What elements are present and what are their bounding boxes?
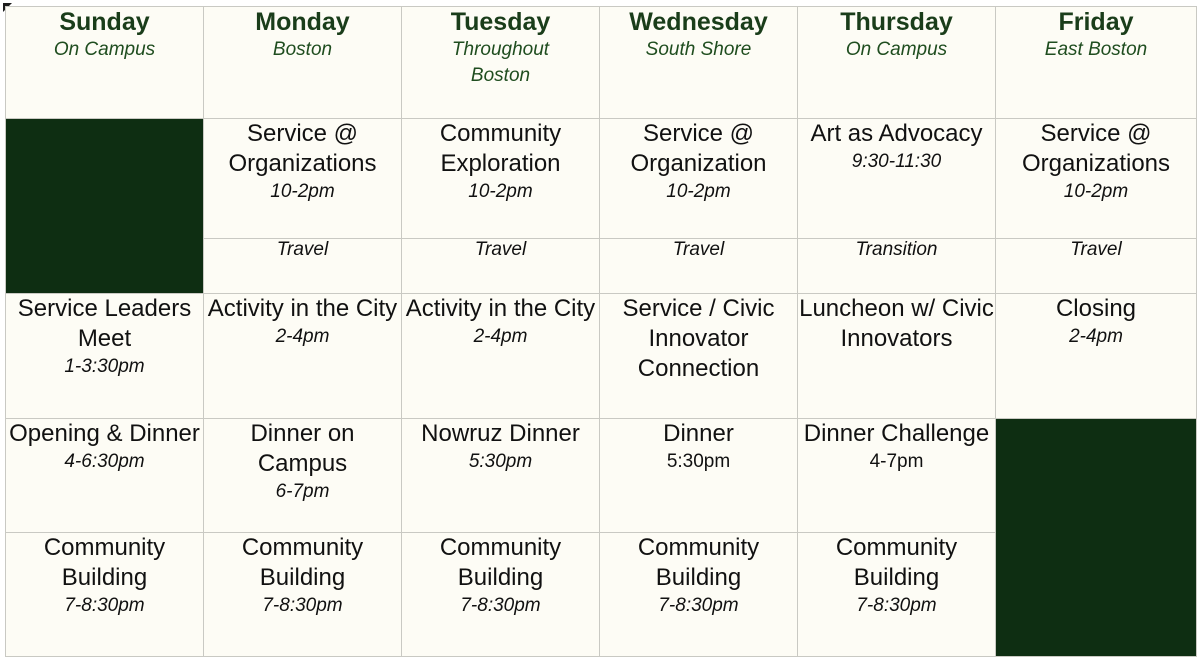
- transit-cell: Travel: [402, 239, 600, 294]
- day-location: On Campus: [53, 39, 156, 60]
- transit-cell: Travel: [600, 239, 798, 294]
- event-title: Community Building: [439, 534, 562, 591]
- event-time: 10-2pm: [468, 181, 533, 202]
- event-cell: [6, 419, 204, 533]
- event-title: Activity in the City: [207, 295, 398, 322]
- day-header-thursday: [798, 7, 996, 119]
- event-time: 7-8:30pm: [460, 595, 541, 616]
- event-cell: [600, 119, 798, 239]
- event-cell: [600, 294, 798, 419]
- afternoon-row: [6, 294, 1197, 419]
- event-title: Service @ Organizations: [228, 120, 377, 177]
- day-location: East Boston: [1044, 39, 1148, 60]
- event-time: 2-4pm: [473, 326, 528, 347]
- weekly-schedule-table: [5, 6, 1197, 657]
- day-header-wednesday: [600, 7, 798, 119]
- friday-evening-blocked-cell: [996, 419, 1197, 657]
- event-title: Opening & Dinner: [9, 420, 200, 447]
- event-title: Dinner on Campus: [250, 420, 355, 477]
- event-time: 10-2pm: [270, 181, 335, 202]
- day-header-monday: [204, 7, 402, 119]
- event-title: Community Exploration: [439, 120, 562, 177]
- event-cell: [204, 533, 402, 657]
- sunday-morning-blocked-cell: [6, 119, 204, 294]
- event-title: Community Building: [835, 534, 958, 591]
- event-title: Service @ Organizations: [1021, 120, 1171, 177]
- event-cell: [798, 533, 996, 657]
- event-cell: [402, 419, 600, 533]
- event-cell: [600, 419, 798, 533]
- event-time: 4-6:30pm: [64, 451, 145, 472]
- event-title: Community Building: [43, 534, 166, 591]
- day-name: Friday: [1058, 8, 1134, 36]
- event-title: Service @ Organization: [630, 120, 767, 177]
- day-name: Thursday: [840, 8, 953, 36]
- day-header-friday: [996, 7, 1197, 119]
- day-header-tuesday: [402, 7, 600, 119]
- event-cell: [204, 419, 402, 533]
- event-title: Community Building: [637, 534, 760, 591]
- event-title: Community Building: [241, 534, 364, 591]
- event-time: 7-8:30pm: [262, 595, 343, 616]
- transit-cell: Travel: [204, 239, 402, 294]
- event-title: Service Leaders Meet: [17, 295, 192, 352]
- event-time: 4-7pm: [869, 451, 924, 472]
- day-location: Throughout Boston: [451, 39, 550, 86]
- event-time: 7-8:30pm: [856, 595, 937, 616]
- event-cell: [204, 119, 402, 239]
- event-cell: [402, 294, 600, 419]
- event-cell: [798, 419, 996, 533]
- event-cell: [996, 119, 1197, 239]
- day-location: Boston: [272, 39, 333, 60]
- dinner-row: [6, 419, 1197, 533]
- event-cell: [798, 294, 996, 419]
- day-location: South Shore: [645, 39, 752, 60]
- transit-cell: Transition: [798, 239, 996, 294]
- event-cell: [6, 533, 204, 657]
- event-title: Dinner: [663, 420, 734, 447]
- event-cell: [6, 294, 204, 419]
- day-name: Tuesday: [450, 8, 551, 36]
- event-cell: [402, 119, 600, 239]
- event-cell: [600, 533, 798, 657]
- morning-row: [6, 119, 1197, 239]
- event-cell: [204, 294, 402, 419]
- day-name: Wednesday: [629, 8, 768, 36]
- event-title: Art as Advocacy: [810, 120, 983, 147]
- event-cell: [798, 119, 996, 239]
- event-time: 5:30pm: [468, 451, 533, 472]
- event-time: 2-4pm: [1069, 326, 1123, 347]
- day-name: Sunday: [59, 8, 150, 36]
- transit-cell: Travel: [996, 239, 1197, 294]
- event-time: 10-2pm: [1063, 181, 1129, 202]
- day-name: Monday: [255, 8, 350, 36]
- day-header-sunday: [6, 7, 204, 119]
- event-cell: [996, 294, 1197, 419]
- event-time: 7-8:30pm: [64, 595, 145, 616]
- event-time: 9:30-11:30: [851, 151, 942, 172]
- event-title: Dinner Challenge: [803, 420, 990, 447]
- day-location: On Campus: [845, 39, 948, 60]
- event-cell: [402, 533, 600, 657]
- event-time: 5:30pm: [666, 451, 731, 472]
- event-title: Activity in the City: [405, 295, 596, 322]
- event-time: 1-3:30pm: [64, 356, 145, 377]
- event-title: Service / Civic Innovator Connection: [622, 295, 775, 382]
- event-title: Luncheon w/ Civic Innovators: [799, 295, 994, 352]
- event-time: 10-2pm: [666, 181, 731, 202]
- event-time: 7-8:30pm: [658, 595, 739, 616]
- day-header-row: [6, 7, 1197, 119]
- event-title: Nowruz Dinner: [421, 420, 580, 447]
- event-time: 6-7pm: [275, 481, 330, 502]
- event-title: Closing: [1055, 295, 1137, 322]
- event-time: 2-4pm: [275, 326, 330, 347]
